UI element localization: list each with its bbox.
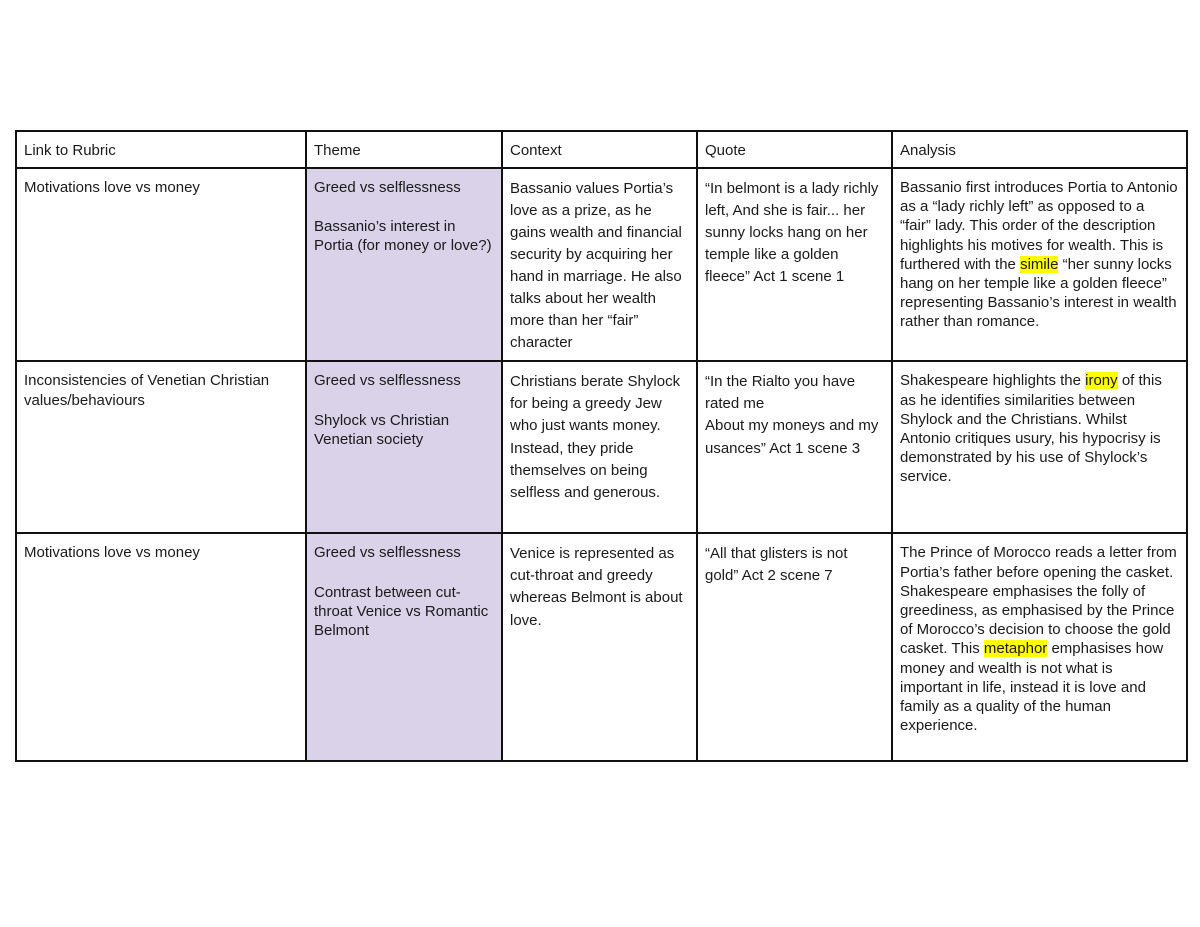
highlighted-term: simile [1020, 255, 1059, 273]
rubric-cell: Inconsistencies of Venetian Christian values/behaviours [16, 361, 306, 533]
header-link-to-rubric: Link to Rubric [16, 131, 306, 168]
quote-cell: “In belmont is a lady richly left, And she is fair... her sunny locks hang on her temple like a golden fleece” Act 1 scene 1 [697, 168, 892, 361]
analysis-text: Bassanio first introduces Portia to Antonio as a “lady richly left” as opposed to a “fair” lady. This order of the description highlights his motives for wealth. This is furthered with the [900, 179, 1178, 273]
header-context: Context [502, 131, 697, 168]
theme-cell [306, 533, 502, 761]
context-cell: Venice is represented as cut-throat and greedy whereas Belmont is about love. [502, 533, 697, 761]
table-row [16, 533, 1187, 761]
context-cell: Bassanio values Portia’s love as a prize, as he gains wealth and financial security by acquiring her hand in marriage. He also talks about her wealth more than her “fair” character [502, 168, 697, 361]
header-theme: Theme [306, 131, 502, 168]
highlighted-term: metaphor [983, 640, 1048, 658]
theme-title: Greed vs selflessness [314, 179, 461, 196]
quote-line: About my moneys and my usances” Act 1 scene 3 [705, 417, 879, 457]
rubric-table [15, 130, 1188, 762]
header-analysis: Analysis [892, 131, 1187, 168]
analysis-text: “her sunny locks hang on her temple like a golden fleece” representing Bassanio’s interest in wealth rather than romance. [900, 255, 1177, 331]
rubric-cell: Motivations love vs money [16, 168, 306, 361]
analysis-text: of this as he identifies similarities between Shylock and the Christians. Whilst Antonio critiques usury, his hypocrisy is demonstrated by his use of Shylock’s service. [900, 372, 1162, 486]
analysis-cell [892, 168, 1187, 361]
analysis-cell [892, 533, 1187, 761]
analysis-text: Shakespeare highlights the [900, 372, 1086, 390]
table-row [16, 168, 1187, 361]
header-quote: Quote [697, 131, 892, 168]
context-cell: Christians berate Shylock for being a greedy Jew who just wants money. Instead, they pride themselves on being selfless and generous. [502, 361, 697, 533]
quote-cell: “All that glisters is not gold” Act 2 scene 7 [697, 533, 892, 761]
theme-description: Shylock vs Christian Venetian society [314, 411, 450, 448]
quote-line: “In the Rialto you have rated me [705, 373, 856, 413]
analysis-text: emphasises how money and wealth is not what is important in life, instead it is love and family as a quality of the human experience. [900, 640, 1164, 735]
theme-title: Greed vs selflessness [314, 372, 461, 390]
highlighted-term: irony [1085, 372, 1118, 390]
header-row [16, 131, 1187, 168]
theme-description: Bassanio’s interest in Portia (for money or love?) [314, 218, 492, 255]
quote-cell [697, 361, 892, 533]
theme-cell [306, 361, 502, 533]
rubric-cell: Motivations love vs money [16, 533, 306, 761]
theme-description: Contrast between cut-throat Venice vs Romantic Belmont [314, 583, 489, 639]
theme-title: Greed vs selflessness [314, 544, 461, 562]
analysis-cell [892, 361, 1187, 533]
analysis-text: The Prince of Morocco reads a letter from Portia’s father before opening the casket. Shakespeare emphasises the folly of greediness, as emphasised by the Prince of Morocco’s decision to choose the gold casket. This [900, 544, 1177, 658]
theme-cell [306, 168, 502, 361]
table-row [16, 361, 1187, 533]
